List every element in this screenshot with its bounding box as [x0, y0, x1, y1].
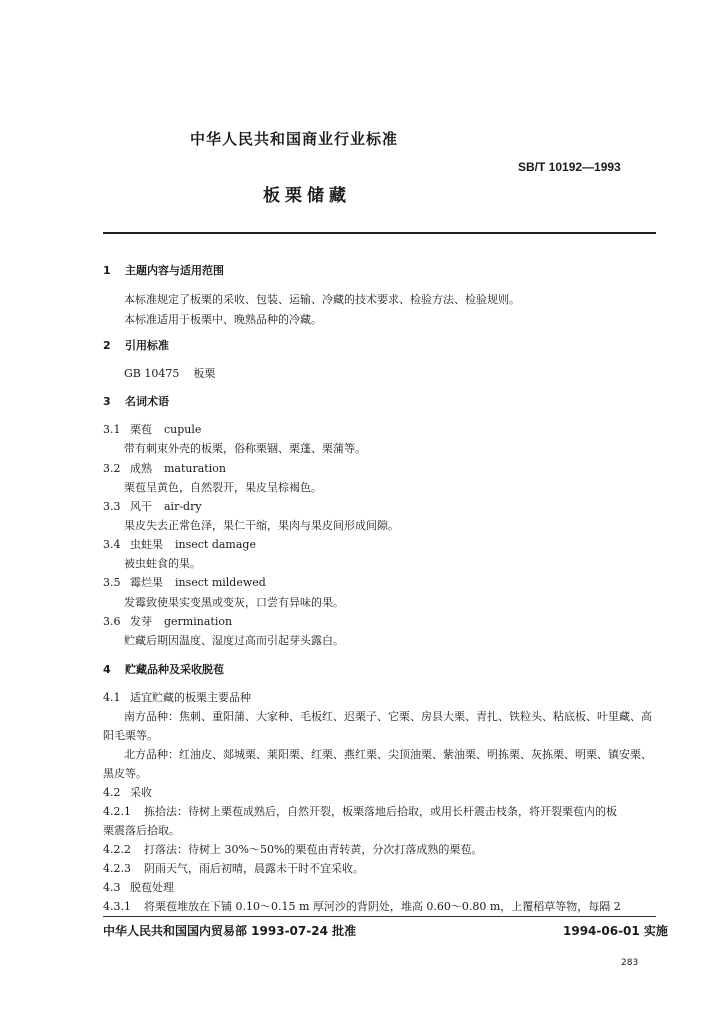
term-definition: 贮藏后期因温度、湿度过高而引起芽头露白。 [124, 634, 344, 647]
subsection-title: 采收 [130, 786, 152, 799]
clause-text: 阴雨天气，雨后初晴，晨露未干时不宜采收。 [144, 862, 364, 875]
org-title: 中华人民共和国商业行业标准 [190, 130, 399, 148]
subsection-title: 适宜贮藏的板栗主要品种 [130, 691, 251, 704]
subsection-4-2 [103, 784, 152, 800]
implementation-date: 1994-06-01 实施 [563, 924, 668, 938]
term-definition: 果皮失去正常色泽，果仁干缩，果肉与果皮间形成间隙。 [124, 519, 399, 532]
clause-number: 4.2.2 [103, 843, 131, 856]
term-en: cupule [164, 423, 202, 436]
subsection-number: 4.1 [103, 691, 121, 704]
term-definition: 栗苞呈黄色，自然裂开，果皮呈棕褐色。 [124, 481, 322, 494]
top-rule [103, 232, 656, 234]
term-number: 3.3 [103, 500, 121, 513]
subsection-title: 脱苞处理 [130, 881, 174, 894]
subsection-4-1 [103, 689, 251, 705]
reference-entry [124, 365, 215, 381]
term-en: insect damage [175, 538, 256, 551]
term-cn: 虫蛀果 [130, 538, 163, 551]
section-title: 贮藏品种及采收脱苞 [125, 663, 224, 676]
clause-4-2-1 [103, 803, 617, 819]
reference-code: GB 10475 [124, 367, 180, 380]
term-definition: 被虫蛀食的果。 [124, 557, 201, 570]
subsection-number: 4.3 [103, 881, 121, 894]
paragraph: 黑皮等。 [103, 767, 147, 780]
section-4-heading [103, 661, 224, 677]
clause-number: 4.3.1 [103, 900, 131, 913]
clause-text: 打落法：待树上 30%～50%的栗苞由青转黄，分次打落成熟的栗苞。 [144, 843, 483, 856]
term-en: insect mildewed [175, 576, 266, 589]
doc-title: 板栗储藏 [263, 186, 351, 206]
term-3-1 [103, 421, 201, 437]
clause-text: 将栗苞堆放在下铺 0.10～0.15 m 厚河沙的背阴处，堆高 0.60～0.80 m，上覆稻草等物，每隔 2 [144, 900, 621, 913]
section-title: 名词术语 [125, 395, 169, 408]
term-number: 3.5 [103, 576, 121, 589]
term-cn: 霉烂果 [130, 576, 163, 589]
term-number: 3.1 [103, 423, 121, 436]
term-3-4 [103, 536, 256, 552]
section-number: 3 [103, 395, 111, 408]
reference-name: 板栗 [193, 367, 216, 380]
paragraph: 本标准适用于板栗中、晚熟品种的冷藏。 [124, 313, 322, 326]
term-3-2 [103, 460, 226, 476]
term-en: air-dry [164, 500, 202, 513]
term-en: maturation [164, 462, 226, 475]
page-number: 283 [621, 958, 639, 968]
term-3-3 [103, 498, 202, 514]
bottom-rule [103, 916, 656, 917]
term-3-5 [103, 574, 266, 590]
section-1-heading [103, 262, 224, 278]
paragraph: 阳毛栗等。 [103, 729, 158, 742]
clause-text: 拣拾法：待树上栗苞成熟后，自然开裂，板栗落地后拾取，或用长杆震击枝条，将开裂栗苞内的板 [144, 805, 617, 818]
term-cn: 栗苞 [130, 423, 152, 436]
paragraph: 栗震落后拾取。 [103, 824, 180, 837]
term-3-6 [103, 613, 232, 629]
term-definition: 发霉致使果实变黑或变灰，口尝有异味的果。 [124, 596, 344, 609]
subsection-4-3 [103, 879, 174, 895]
section-title: 主题内容与适用范围 [125, 264, 224, 277]
term-number: 3.2 [103, 462, 121, 475]
clause-4-2-2 [103, 841, 482, 857]
term-number: 3.4 [103, 538, 121, 551]
section-number: 2 [103, 339, 111, 352]
clause-4-3-1 [103, 898, 621, 914]
term-cn: 发芽 [130, 615, 152, 628]
term-cn: 成熟 [130, 462, 152, 475]
section-number: 1 [103, 264, 111, 277]
section-number: 4 [103, 663, 111, 676]
clause-number: 4.2.1 [103, 805, 131, 818]
standard-code: SB/T 10192—1993 [518, 160, 621, 174]
paragraph: 本标准规定了板栗的采收、包装、运输、冷藏的技术要求、检验方法、检验规则。 [124, 293, 520, 306]
paragraph: 南方品种：焦刺、重阳蒲、大家种、毛板红、迟栗子、它栗、房县大栗、青扎、铁粒头、粘底板、叶里藏、高 [124, 710, 652, 723]
approval-line: 中华人民共和国国内贸易部 1993-07-24 批准 [103, 924, 357, 938]
clause-4-2-3 [103, 860, 364, 876]
section-3-heading [103, 393, 169, 409]
term-en: germination [164, 615, 233, 628]
section-2-heading [103, 337, 169, 353]
term-number: 3.6 [103, 615, 121, 628]
paragraph: 北方品种：红油皮、郯城栗、莱阳栗、红栗、燕红栗、尖顶油栗、紫油栗、明拣栗、灰拣栗、明栗、镇安栗、 [124, 748, 652, 761]
subsection-number: 4.2 [103, 786, 121, 799]
term-definition: 带有刺束外壳的板栗，俗称栗锢、栗蓬、栗蒲等。 [124, 442, 366, 455]
term-cn: 风干 [130, 500, 152, 513]
section-title: 引用标准 [125, 339, 169, 352]
clause-number: 4.2.3 [103, 862, 131, 875]
